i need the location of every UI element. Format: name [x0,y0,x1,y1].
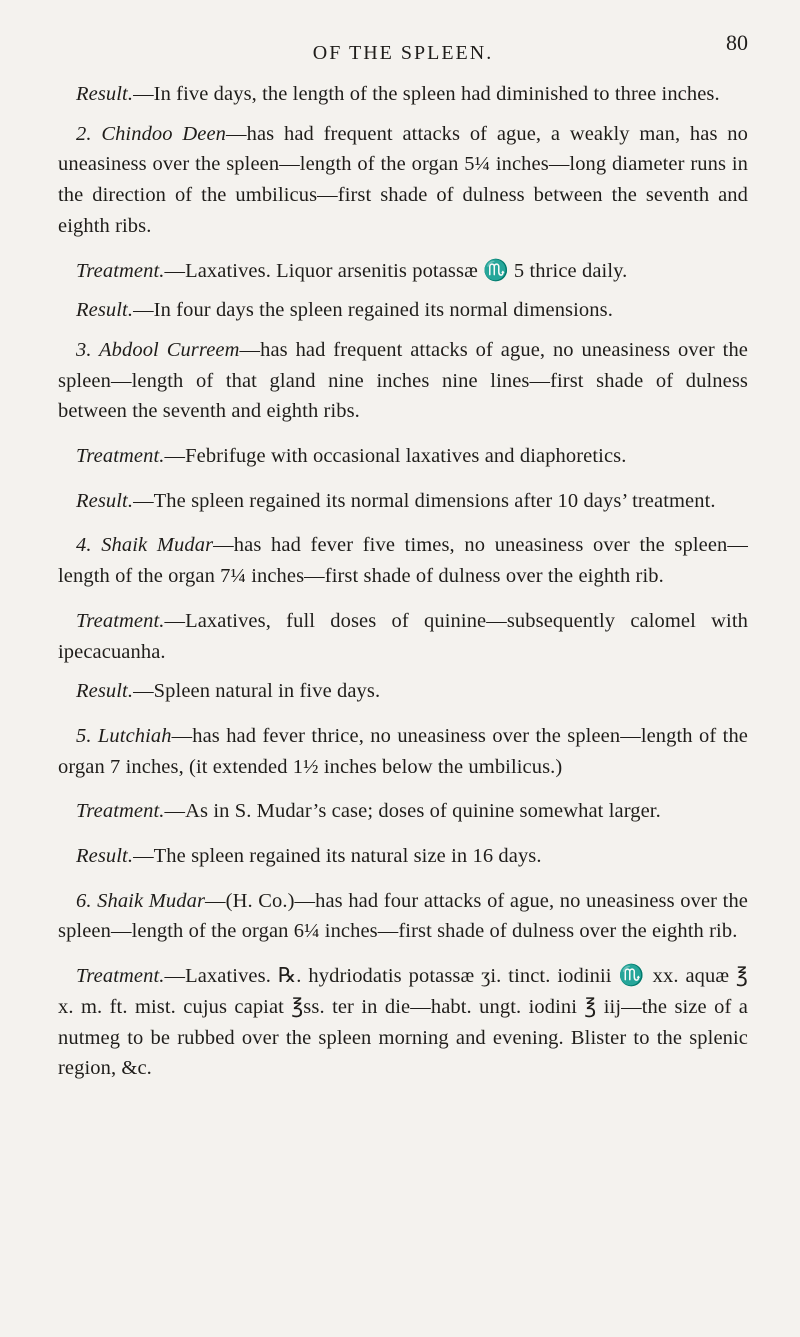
paragraph-text: —Laxatives. Liquor arsenitis potassæ ♏ 5 thrice daily. [164,259,628,282]
paragraph [58,256,748,287]
paragraph [58,796,748,827]
paragraph-label: Treatment. [76,259,165,282]
paragraph [58,486,748,517]
paragraph-label: 4. Shaik Mudar [76,534,214,557]
paragraph-text: —(H. Co.)—has had four attacks of ague, no uneasiness over the spleen—length of the organ 6¼ inches—first shade of dulness over the eighth rib. [58,889,749,943]
paragraph [58,606,748,667]
paragraph-text: —has had fever thrice, no uneasiness over the spleen—length of the organ 7 inches, (it extended 1½ inches below the umbilicus.) [58,724,748,778]
paragraph-text: —Laxatives. ℞. hydriodatis potassæ ʒi. tinct. iodinii ♏ xx. aquæ ℥ x. m. ft. mist. cujus capiat ℥ss. ter in die—habt. ungt. iodini ℥ iij—the size of a nutmeg to be rubbed over the spleen morning and evening. Blister to the splenic region, &c. [58,965,748,1080]
paragraph-text: —has had frequent attacks of ague, no uneasiness over the spleen—length of that gland nine inches nine lines—first shade of dulness between the seventh and eighth ribs. [58,338,748,423]
paragraph-text: —has had fever five times, no uneasiness over the spleen—length of the organ 7¼ inches—first shade of dulness over the eighth rib. [58,534,749,588]
paragraph-label: 3. Abdool Curreem [76,338,240,361]
paragraph-text: —As in S. Mudar’s case; doses of quinine somewhat larger. [164,800,661,823]
paragraph-label: Treatment. [76,609,165,632]
paragraph-text: —In four days the spleen regained its normal dimensions. [133,299,613,322]
running-title: OF THE SPLEEN. [312,42,494,64]
body-text [58,79,748,1084]
paragraph-label: Result. [76,845,134,868]
paragraph-label: 6. Shaik Mudar [76,889,206,912]
paragraph-label: Result. [76,680,134,703]
paragraph-label: Treatment. [76,445,165,468]
paragraph [58,676,748,707]
paragraph [58,961,748,1084]
paragraph-text: —The spleen regained its natural size in 16 days. [133,845,542,868]
page-number: 80 [726,30,748,55]
paragraph-text: —The spleen regained its normal dimensions after 10 days’ treatment. [133,489,716,512]
paragraph-label: Result. [76,489,134,512]
paragraph-label: 2. Chindoo Deen [76,122,227,145]
document-page [58,30,748,1084]
paragraph [58,79,748,110]
paragraph [58,441,748,472]
paragraph [58,295,748,326]
paragraph [58,886,748,947]
paragraph-text: —has had frequent attacks of ague, a weakly man, has no uneasiness over the spleen—length of the organ 5¼ inches—long diameter runs in the direction of the umbilicus—first shade of dulness between the seventh and eighth ribs. [58,122,748,237]
paragraph [58,530,748,591]
paragraph-text: —Laxatives, full doses of quinine—subsequently calomel with ipecacuanha. [58,609,748,663]
page-header [58,30,748,70]
paragraph-label: Result. [76,299,134,322]
paragraph-text: —Spleen natural in five days. [133,680,381,703]
paragraph-label: Result. [76,83,134,105]
paragraph [58,721,748,782]
paragraph-text: —In five days, the length of the spleen had diminished to three inches. [133,83,720,105]
paragraph-label: Treatment. [76,800,165,823]
paragraph [58,119,748,242]
paragraph [58,335,748,427]
paragraph-label: 5. Lutchiah [76,724,172,747]
paragraph-label: Treatment. [76,965,165,988]
paragraph-text: —Febrifuge with occasional laxatives and diaphoretics. [164,445,627,468]
paragraph [58,841,748,872]
